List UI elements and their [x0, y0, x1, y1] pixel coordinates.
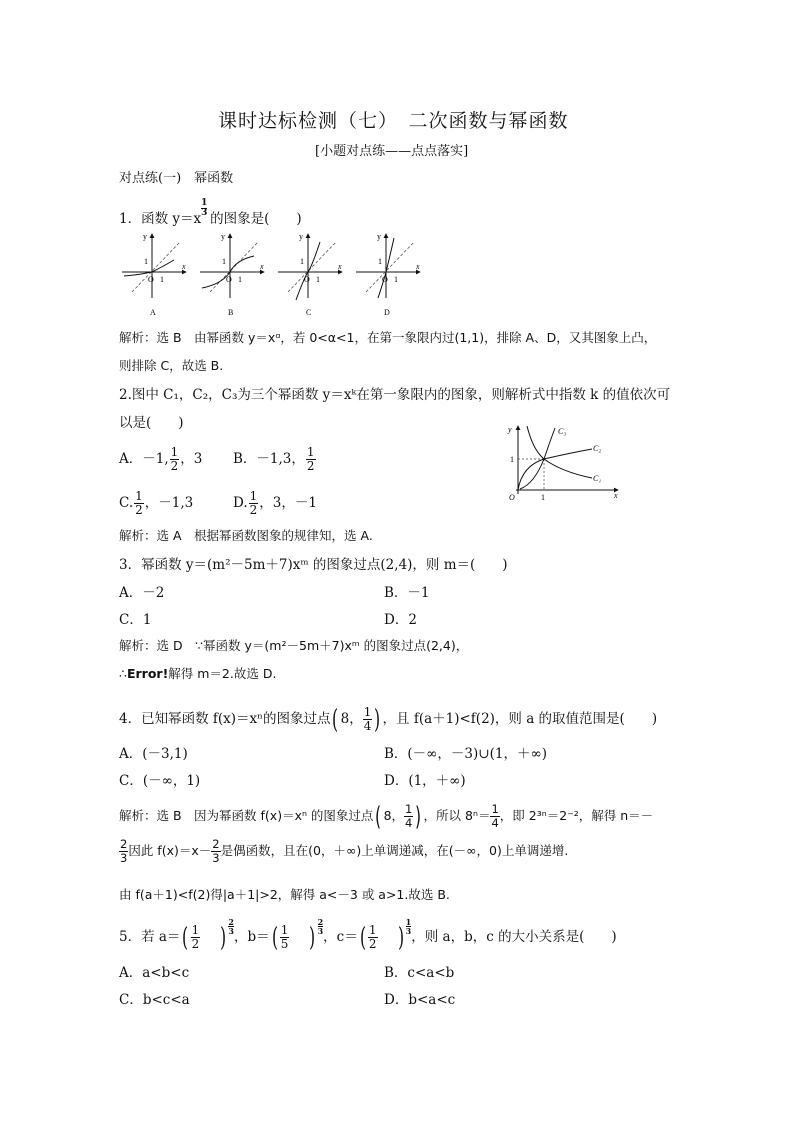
graph-d-one-y: 1: [378, 257, 382, 266]
q3-option-c: C．1: [119, 612, 152, 628]
graph-d-x-label: x: [416, 262, 420, 271]
graph-a: [122, 232, 186, 317]
q2-option-b: B．－1,3， $\frac{1}{2}$: [233, 445, 315, 473]
q2-graph-y-label: y: [508, 425, 512, 434]
q1-solution-line2: 则排除 C，故选 B.: [119, 358, 224, 373]
graph-b-one-x: 1: [238, 275, 242, 284]
graph-a-x-label: x: [182, 262, 186, 271]
q3-solution-line2: ∴Error!解得 m＝2.故选 D.: [119, 666, 277, 681]
graph-c-y-label: y: [299, 232, 303, 241]
graph-c-one-y: 1: [300, 257, 304, 266]
q3-option-a: A．－2: [119, 585, 165, 601]
graph-a-one-x: 1: [160, 275, 164, 284]
graph-b-label: B: [228, 308, 234, 317]
page-title: 课时达标检测（七） 二次函数与幂函数: [218, 110, 569, 132]
q2-option-a: A．－1, $\frac{1}{2}$ ，3: [119, 445, 203, 473]
page-subtitle: [小题对点练——点点落实]: [315, 144, 469, 159]
q4-solution-line2: $\frac{2}{3}$ 因此 f(x)＝x－ $\frac{2}{3}$ 是偶函数，且在(0，＋∞)上单调递减，在(－∞，0)上单调递增.: [120, 837, 569, 865]
graph-b: [200, 232, 264, 317]
graph-a-y-label: y: [143, 232, 147, 241]
graph-c-x-label: x: [338, 262, 342, 271]
graph-c-one-x: 1: [316, 275, 320, 284]
q5-option-c: C．b<c<a: [119, 992, 190, 1008]
q2-option-d: D. $\frac{1}{2}$ ，3，－1: [233, 489, 317, 517]
graph-d-y-label: y: [377, 232, 381, 241]
question-3-stem: 3．幂函数 y＝(m²－5m＋7)xᵐ 的图象过点(2,4)，则 m＝( ): [119, 557, 508, 573]
graph-b-y-label: y: [221, 232, 225, 241]
graph-d: [356, 232, 420, 317]
q4-option-a: A．(－3,1): [119, 746, 188, 762]
q1-graphs: [118, 230, 428, 322]
q2-graph-x-label: x: [614, 491, 618, 500]
q2-graph-one-x: 1: [541, 493, 545, 502]
q1-solution-line1: 解析：选 B 由幂函数 y＝xᵅ，若 0<α<1，在第一象限内过(1,1)，排除 A、D，又其图象上凸，: [119, 330, 657, 345]
q2-graph: [500, 422, 625, 502]
q2-graph-origin: O: [509, 493, 515, 502]
graph-b-x-label: x: [260, 262, 264, 271]
q4-option-b: B．(－∞，－3)∪(1，＋∞): [384, 746, 547, 762]
question-2-stem-line2: 以是( ): [119, 415, 184, 431]
q2-graph-c3-label: C₃: [558, 427, 567, 436]
graph-a-one-y: 1: [144, 257, 148, 266]
graph-d-origin: O: [382, 275, 388, 284]
q4-option-c: C．(－∞，1): [119, 773, 201, 789]
q3-option-d: D．2: [384, 612, 417, 628]
q5-option-a: A．a<b<c: [119, 965, 190, 981]
graph-b-origin: O: [226, 275, 232, 284]
graph-c-label: C: [306, 308, 312, 317]
q2-graph-c1-label: C₁: [593, 474, 602, 483]
question-5-stem: 5．若 a＝( $\frac{1}{2}$ ) $\frac{2}{3}$ ，b＝( $\frac{1}{5}$ ) $\frac{2}{3}$ ，c＝( $\frac{1}{2}$ ) $\frac{1}{3}$ ，则 a，b，c 的大小关系是( ): [119, 917, 617, 953]
q2-graph-one-y: 1: [510, 455, 514, 464]
question-4-stem: 4．已知幂函数 f(x)＝xⁿ的图象过点( 8， $\frac{1}{4}$ ) ，且 f(a＋1)<f(2)，则 a 的取值范围是( ): [119, 704, 658, 735]
q4-solution-line1: 解析：选 B 因为幂函数 f(x)＝xⁿ 的图象过点( 8， $\frac{1}{4}$ ) ，所以 8ⁿ＝ $\frac{1}{4}$ ，即 2³ⁿ＝2⁻²，解得 n＝－: [119, 801, 654, 832]
q2-graph-c2-label: C₂: [593, 444, 602, 453]
graph-a-label: A: [150, 308, 156, 317]
q4-option-d: D．(1，＋∞): [384, 773, 466, 789]
q3-option-b: B．－1: [384, 585, 430, 601]
q2-option-c: C. $\frac{1}{2}$ ，－1,3: [119, 489, 194, 517]
q5-option-b: B．c<a<b: [384, 965, 455, 981]
q5-option-d: D．b<a<c: [384, 992, 456, 1008]
graph-c-origin: O: [304, 275, 310, 284]
q3-solution-line1: 解析：选 D ∵幂函数 y＝(m²－5m＋7)xᵐ 的图象过点(2,4)，: [119, 638, 469, 653]
graph-d-label: D: [384, 308, 390, 317]
question-2-stem-line1: 2.图中 C₁，C₂，C₃为三个幂函数 y＝xᵏ在第一象限内的图象，则解析式中指数 k 的值依次可: [119, 387, 671, 403]
section-heading: 对点练(一) 幂函数: [119, 171, 234, 186]
q1-exponent: 1 3: [201, 198, 208, 218]
graph-b-one-y: 1: [222, 257, 226, 266]
q4-solution-line3: 由 f(a＋1)<f(2)得|a＋1|>2，解得 a<－3 或 a>1.故选 B.: [119, 887, 450, 902]
graph-c: [278, 232, 342, 317]
graph-d-one-x: 1: [394, 275, 398, 284]
graph-a-origin: O: [148, 275, 154, 284]
question-1-stem: 1．函数 y＝x 1 3 的图象是( ): [119, 198, 302, 227]
q2-solution: 解析：选 A 根据幂函数图象的规律知，选 A.: [119, 528, 373, 543]
